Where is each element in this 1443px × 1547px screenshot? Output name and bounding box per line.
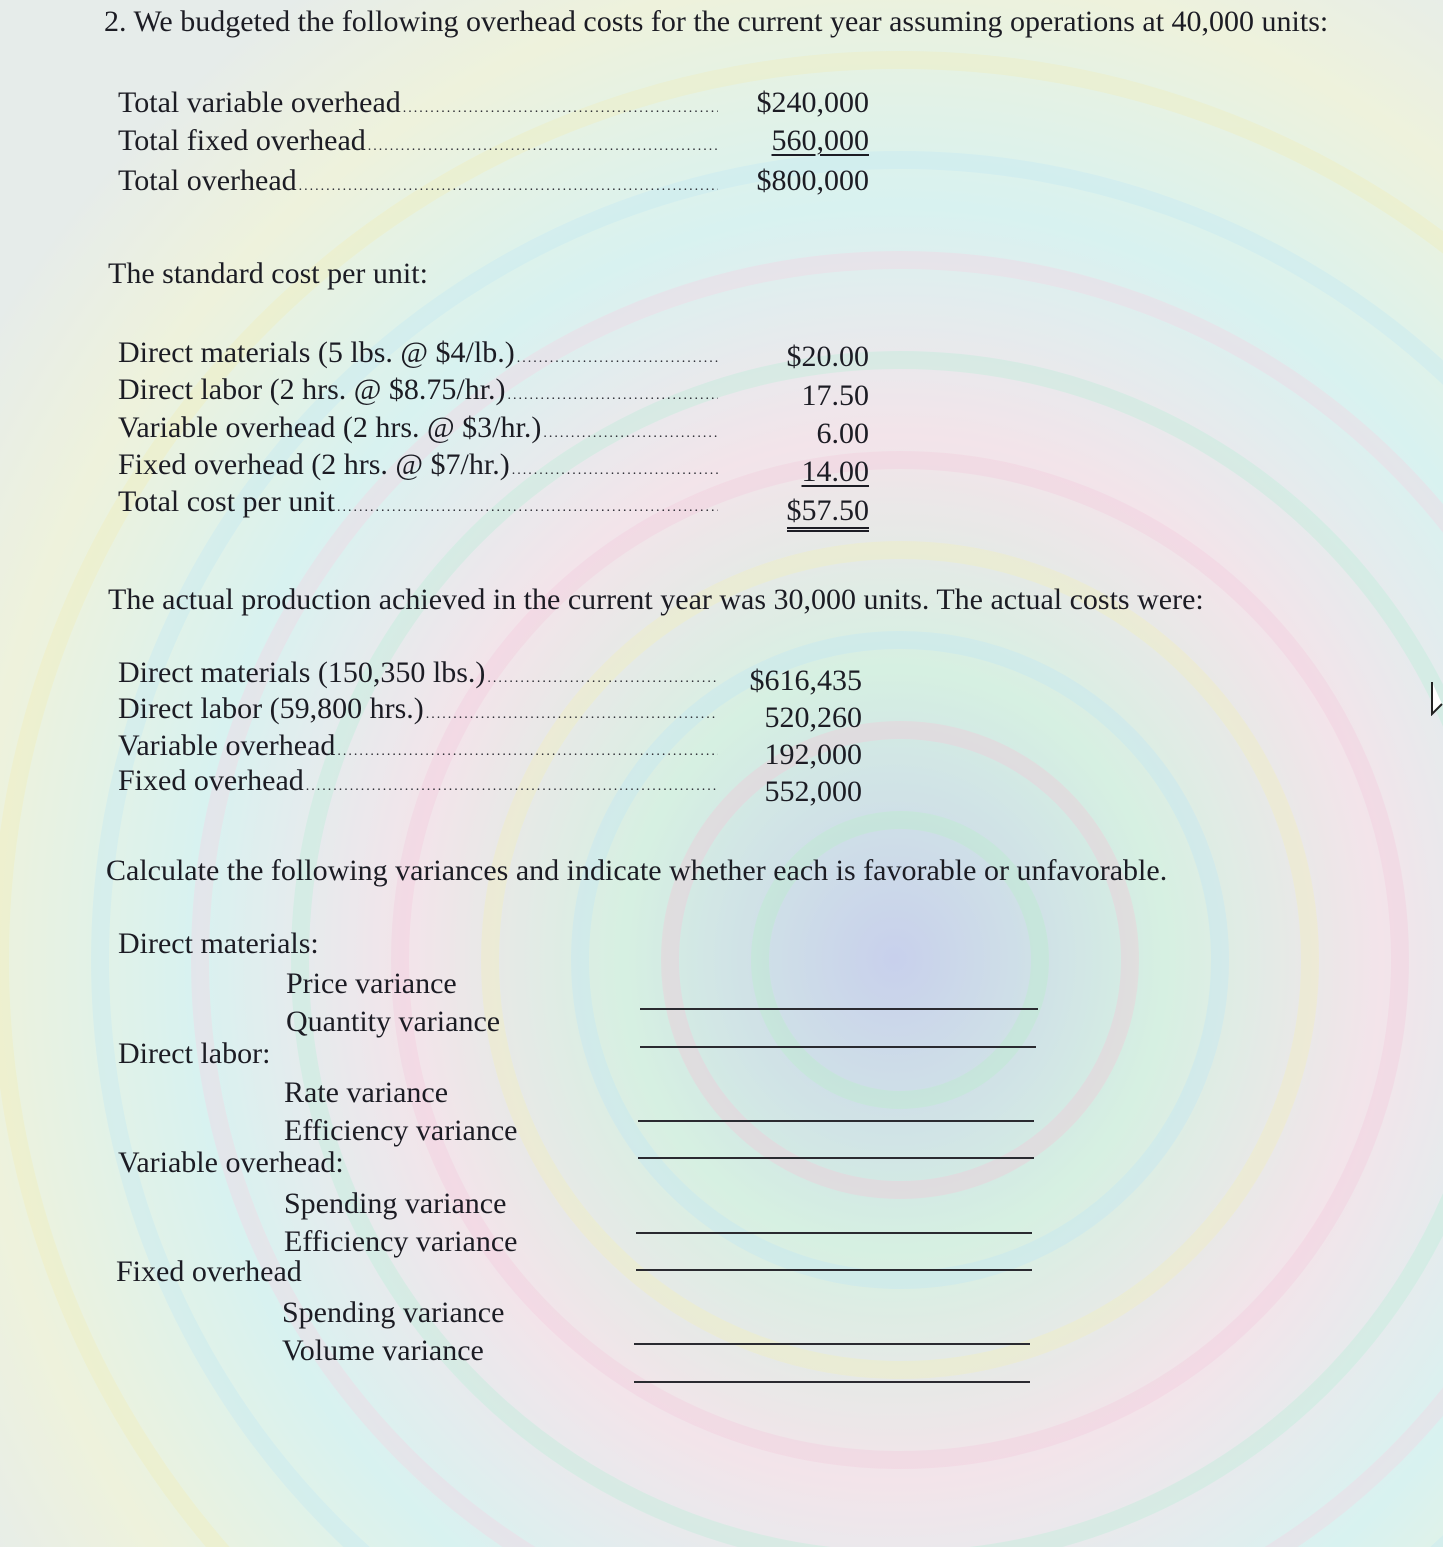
standard-total-value: $57.50 [787, 494, 870, 532]
variance-item: Price variance [286, 967, 457, 1000]
variance-category: Variable overhead: [118, 1146, 344, 1179]
standard-row [118, 483, 718, 527]
actual-label: Fixed overhead [118, 764, 304, 797]
standard-label: Direct labor (2 hrs. @ $8.75/hr.) [118, 373, 506, 406]
variance-item: Quantity variance [286, 1005, 501, 1038]
answer-blank[interactable] [640, 1008, 1038, 1010]
budget-label: Total variable overhead [118, 86, 401, 119]
standard-label: Fixed overhead (2 hrs. @ $7/hr.) [118, 448, 510, 481]
instructions: Calculate the following variances and indicate whether each is favorable or unfavorable. [106, 854, 1168, 887]
standard-label: Variable overhead (2 hrs. @ $3/hr.) [118, 411, 542, 444]
variance-item: Rate variance [284, 1076, 449, 1109]
actual-heading: The actual production achieved in the current year was 30,000 units. The actual costs were: [108, 583, 1204, 616]
budget-value: $240,000 [756, 86, 869, 119]
leader-dots [299, 168, 718, 206]
actual-label: Variable overhead [118, 729, 336, 762]
variance-category: Direct labor: [118, 1037, 271, 1070]
answer-blank[interactable] [640, 1046, 1036, 1048]
budget-value: $800,000 [756, 164, 869, 197]
question-intro: We budgeted the following overhead costs for the current year assuming operations at 40,000 units: [133, 5, 1329, 38]
leader-dots [368, 128, 718, 166]
actual-value: 552,000 [764, 775, 862, 808]
standard-label: Direct materials (5 lbs. @ $4/lb.) [118, 336, 515, 369]
variance-item: Efficiency variance [284, 1114, 518, 1147]
actual-value: $616,435 [749, 664, 862, 697]
variance-category: Direct materials: [118, 927, 319, 960]
variance-item: Efficiency variance [284, 1225, 518, 1258]
variance-item: Spending variance [284, 1187, 507, 1220]
leader-dots [337, 489, 718, 527]
budget-row [118, 162, 718, 206]
variance-category: Fixed overhead [116, 1255, 302, 1288]
actual-label: Direct labor (59,800 hrs.) [118, 692, 424, 725]
actual-value: 520,260 [764, 701, 862, 734]
answer-blank[interactable] [638, 1157, 1034, 1159]
question-number: 2. [104, 5, 127, 38]
actual-value: 192,000 [764, 738, 862, 771]
leader-dots [306, 768, 718, 806]
cursor-icon [1430, 680, 1443, 716]
standard-label: Total cost per unit [118, 485, 336, 518]
budget-value: 560,000 [771, 124, 869, 157]
budget-row [118, 122, 718, 166]
variance-item: Spending variance [282, 1296, 505, 1329]
question-header [104, 4, 1328, 40]
standard-value: $20.00 [786, 340, 869, 373]
variance-item: Volume variance [282, 1334, 484, 1367]
budget-label: Total overhead [118, 164, 297, 197]
answer-blank[interactable] [636, 1232, 1032, 1234]
actual-label: Direct materials (150,350 lbs.) [118, 656, 486, 689]
answer-blank[interactable] [634, 1343, 1030, 1345]
standard-value: 14.00 [801, 455, 869, 488]
standard-value: 17.50 [801, 379, 869, 412]
answer-blank[interactable] [638, 1120, 1034, 1122]
standard-heading: The standard cost per unit: [108, 257, 428, 290]
answer-blank[interactable] [636, 1269, 1032, 1271]
budget-label: Total fixed overhead [118, 124, 366, 157]
actual-row [118, 762, 718, 806]
standard-value: 6.00 [816, 417, 869, 450]
answer-blank[interactable] [634, 1381, 1030, 1383]
